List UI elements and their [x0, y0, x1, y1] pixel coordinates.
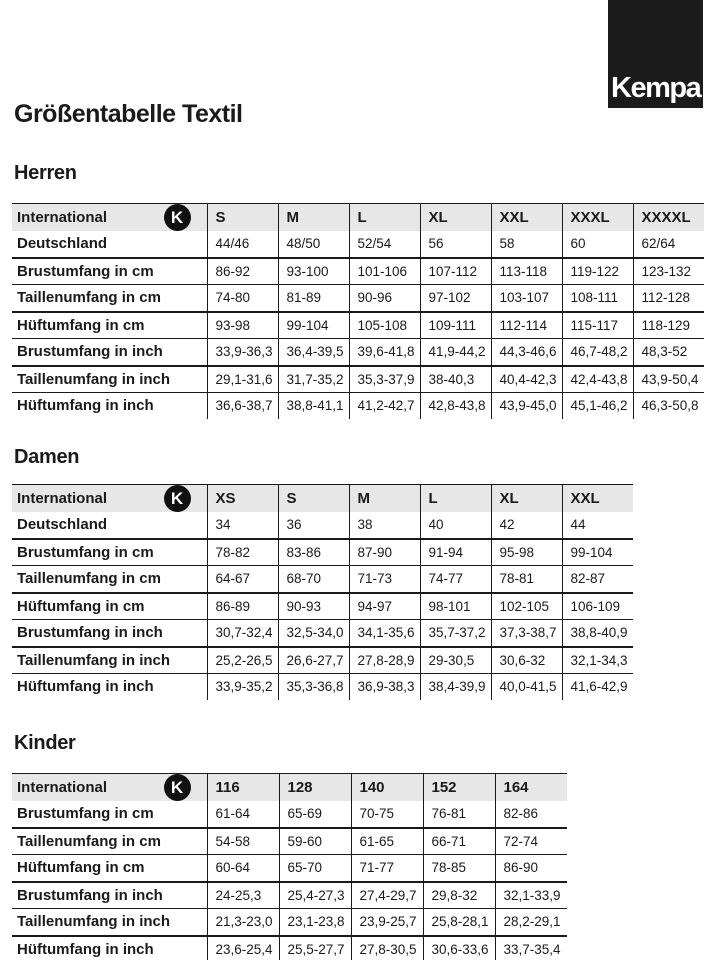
row-label: Deutschland — [17, 235, 108, 253]
table-row — [12, 231, 704, 258]
kempa-k-badge-icon: K — [164, 204, 191, 231]
size-value-cell: 59-60 — [279, 828, 351, 855]
size-value-cell: 27,4-29,7 — [351, 882, 423, 909]
row-label: Taillenumfang in cm — [12, 828, 207, 855]
col-header-size: 164 — [495, 774, 567, 802]
size-value-cell: 29,1-31,6 — [207, 366, 278, 393]
size-value-cell: 112-114 — [491, 312, 562, 339]
size-value-cell: 94-97 — [349, 593, 420, 620]
size-value-cell: 40 — [420, 512, 491, 539]
table-row — [12, 593, 633, 620]
size-value-cell: 58 — [491, 231, 562, 258]
size-value-cell: 74-77 — [420, 566, 491, 593]
size-value-cell: 60 — [562, 231, 633, 258]
size-value-cell: 86-92 — [207, 258, 278, 285]
size-value-cell: 99-104 — [562, 539, 633, 566]
size-value-cell: 30,6-33,6 — [423, 936, 495, 960]
col-header-size: XL — [420, 204, 491, 232]
col-header-size: S — [207, 204, 278, 232]
row-label: Taillenumfang in inch — [12, 647, 207, 674]
size-value-cell: 65-70 — [279, 855, 351, 882]
size-value-cell: 38,4-39,9 — [420, 674, 491, 700]
col-header-size: XS — [207, 485, 278, 513]
size-value-cell: 42,4-43,8 — [562, 366, 633, 393]
size-value-cell: 42 — [491, 512, 562, 539]
table-row — [12, 828, 567, 855]
row-label: Brustumfang in inch — [12, 620, 207, 647]
size-value-cell: 44/46 — [207, 231, 278, 258]
table-row — [12, 566, 633, 593]
size-table-kinder — [12, 773, 567, 960]
row-label: Deutschland — [17, 516, 108, 534]
size-value-cell: 70-75 — [351, 801, 423, 828]
size-value-cell: 45,1-46,2 — [562, 393, 633, 419]
size-value-cell: 123-132 — [633, 258, 704, 285]
size-value-cell: 105-108 — [349, 312, 420, 339]
size-value-cell: 78-85 — [423, 855, 495, 882]
size-value-cell: 90-93 — [278, 593, 349, 620]
international-label: International — [17, 490, 108, 507]
size-value-cell: 90-96 — [349, 285, 420, 312]
table-row — [12, 312, 704, 339]
row-label: Brustumfang in inch — [12, 882, 207, 909]
size-value-cell: 97-102 — [420, 285, 491, 312]
size-value-cell: 52/54 — [349, 231, 420, 258]
size-value-cell: 36 — [278, 512, 349, 539]
size-value-cell: 61-64 — [207, 801, 279, 828]
size-value-cell: 35,7-37,2 — [420, 620, 491, 647]
row-label: Taillenumfang in cm — [12, 285, 207, 312]
size-value-cell: 78-82 — [207, 539, 278, 566]
row-label: Brustumfang in inch — [12, 339, 207, 366]
size-value-cell: 82-86 — [495, 801, 567, 828]
size-value-cell: 86-89 — [207, 593, 278, 620]
size-value-cell: 72-74 — [495, 828, 567, 855]
page-title: Größentabelle Textil — [14, 100, 243, 128]
col-header-size: XXL — [562, 485, 633, 513]
col-header-size: L — [349, 204, 420, 232]
international-label: International — [17, 209, 108, 226]
size-value-cell: 39,6-41,8 — [349, 339, 420, 366]
size-value-cell: 27,8-28,9 — [349, 647, 420, 674]
size-value-cell: 38,8-41,1 — [278, 393, 349, 419]
size-value-cell: 113-118 — [491, 258, 562, 285]
size-value-cell: 46,3-50,8 — [633, 393, 704, 419]
international-label: International — [17, 779, 108, 796]
col-header-international — [12, 774, 207, 802]
size-value-cell: 36,4-39,5 — [278, 339, 349, 366]
size-value-cell: 108-111 — [562, 285, 633, 312]
size-value-cell: 38 — [349, 512, 420, 539]
col-header-international — [12, 204, 207, 232]
size-value-cell: 25,4-27,3 — [279, 882, 351, 909]
row-label: Taillenumfang in cm — [12, 566, 207, 593]
size-value-cell: 106-109 — [562, 593, 633, 620]
size-value-cell: 24-25,3 — [207, 882, 279, 909]
col-header-size: L — [420, 485, 491, 513]
table-row — [12, 285, 704, 312]
kempa-k-badge-icon: K — [164, 774, 191, 801]
size-value-cell: 33,9-36,3 — [207, 339, 278, 366]
col-header-size: 128 — [279, 774, 351, 802]
row-label: Hüftumfang in cm — [12, 312, 207, 339]
size-value-cell: 34,1-35,6 — [349, 620, 420, 647]
size-value-cell: 103-107 — [491, 285, 562, 312]
size-value-cell: 43,9-50,4 — [633, 366, 704, 393]
col-header-size: XXL — [491, 204, 562, 232]
size-table-herren — [12, 203, 704, 419]
row-label: Brustumfang in cm — [12, 258, 207, 285]
size-value-cell: 82-87 — [562, 566, 633, 593]
table-row — [12, 882, 567, 909]
size-value-cell: 30,6-32 — [491, 647, 562, 674]
size-value-cell: 29-30,5 — [420, 647, 491, 674]
row-label: Hüftumfang in cm — [12, 593, 207, 620]
size-value-cell: 36,6-38,7 — [207, 393, 278, 419]
section-heading-herren: Herren — [14, 162, 77, 184]
size-value-cell: 30,7-32,4 — [207, 620, 278, 647]
section-heading-kinder: Kinder — [14, 732, 76, 754]
row-label: Brustumfang in cm — [12, 539, 207, 566]
col-header-size: 152 — [423, 774, 495, 802]
col-header-size: 140 — [351, 774, 423, 802]
size-value-cell: 29,8-32 — [423, 882, 495, 909]
size-value-cell: 68-70 — [278, 566, 349, 593]
size-value-cell: 60-64 — [207, 855, 279, 882]
size-value-cell: 95-98 — [491, 539, 562, 566]
table-row — [12, 539, 633, 566]
table-row — [12, 512, 633, 539]
col-header-size: XXXL — [562, 204, 633, 232]
size-value-cell: 25,2-26,5 — [207, 647, 278, 674]
size-value-cell: 27,8-30,5 — [351, 936, 423, 960]
size-value-cell: 38-40,3 — [420, 366, 491, 393]
size-value-cell: 38,8-40,9 — [562, 620, 633, 647]
size-value-cell: 26,6-27,7 — [278, 647, 349, 674]
size-value-cell: 93-100 — [278, 258, 349, 285]
kempa-logo — [608, 0, 703, 108]
size-value-cell: 32,1-33,9 — [495, 882, 567, 909]
size-value-cell: 66-71 — [423, 828, 495, 855]
size-value-cell: 35,3-37,9 — [349, 366, 420, 393]
col-header-size: M — [349, 485, 420, 513]
col-header-size: M — [278, 204, 349, 232]
size-value-cell: 34 — [207, 512, 278, 539]
row-label: Hüftumfang in inch — [12, 674, 207, 700]
table-row — [12, 393, 704, 419]
table-row — [12, 366, 704, 393]
table-row — [12, 258, 704, 285]
size-value-cell: 56 — [420, 231, 491, 258]
section-heading-damen: Damen — [14, 446, 80, 468]
size-value-cell: 32,1-34,3 — [562, 647, 633, 674]
size-value-cell: 37,3-38,7 — [491, 620, 562, 647]
size-value-cell: 93-98 — [207, 312, 278, 339]
table-row — [12, 647, 633, 674]
row-label: Hüftumfang in inch — [12, 393, 207, 419]
table-row — [12, 909, 567, 936]
table-row — [12, 801, 567, 828]
table-row — [12, 855, 567, 882]
size-value-cell: 33,9-35,2 — [207, 674, 278, 700]
table-header-row — [12, 204, 704, 232]
kempa-logo-text: Kempa — [611, 72, 701, 104]
size-value-cell: 48/50 — [278, 231, 349, 258]
row-label: Hüftumfang in cm — [12, 855, 207, 882]
size-value-cell: 83-86 — [278, 539, 349, 566]
col-header-size: S — [278, 485, 349, 513]
size-value-cell: 21,3-23,0 — [207, 909, 279, 936]
size-value-cell: 36,9-38,3 — [349, 674, 420, 700]
size-value-cell: 109-111 — [420, 312, 491, 339]
row-label: Brustumfang in cm — [17, 805, 154, 823]
size-value-cell: 112-128 — [633, 285, 704, 312]
size-value-cell: 35,3-36,8 — [278, 674, 349, 700]
size-value-cell: 61-65 — [351, 828, 423, 855]
size-value-cell: 62/64 — [633, 231, 704, 258]
size-value-cell: 65-69 — [279, 801, 351, 828]
size-value-cell: 46,7-48,2 — [562, 339, 633, 366]
size-table-damen — [12, 484, 633, 700]
size-value-cell: 118-129 — [633, 312, 704, 339]
size-value-cell: 23,6-25,4 — [207, 936, 279, 960]
kempa-k-badge-icon: K — [164, 485, 191, 512]
size-value-cell: 81-89 — [278, 285, 349, 312]
table-header-row — [12, 774, 567, 802]
size-value-cell: 23,9-25,7 — [351, 909, 423, 936]
size-value-cell: 44 — [562, 512, 633, 539]
col-header-international — [12, 485, 207, 513]
col-header-size: XL — [491, 485, 562, 513]
size-value-cell: 119-122 — [562, 258, 633, 285]
size-value-cell: 32,5-34,0 — [278, 620, 349, 647]
row-label: Taillenumfang in inch — [12, 366, 207, 393]
size-value-cell: 107-112 — [420, 258, 491, 285]
size-value-cell: 98-101 — [420, 593, 491, 620]
size-value-cell: 25,5-27,7 — [279, 936, 351, 960]
size-value-cell: 42,8-43,8 — [420, 393, 491, 419]
size-value-cell: 41,9-44,2 — [420, 339, 491, 366]
size-value-cell: 91-94 — [420, 539, 491, 566]
row-label: Hüftumfang in inch — [12, 936, 207, 960]
size-value-cell: 71-77 — [351, 855, 423, 882]
size-value-cell: 40,0-41,5 — [491, 674, 562, 700]
size-value-cell: 54-58 — [207, 828, 279, 855]
table-header-row — [12, 485, 633, 513]
size-value-cell: 78-81 — [491, 566, 562, 593]
table-row — [12, 339, 704, 366]
col-header-size: XXXXL — [633, 204, 704, 232]
col-header-size: 116 — [207, 774, 279, 802]
size-value-cell: 41,6-42,9 — [562, 674, 633, 700]
size-value-cell: 40,4-42,3 — [491, 366, 562, 393]
size-value-cell: 41,2-42,7 — [349, 393, 420, 419]
size-value-cell: 76-81 — [423, 801, 495, 828]
table-row — [12, 674, 633, 700]
size-value-cell: 99-104 — [278, 312, 349, 339]
size-value-cell: 25,8-28,1 — [423, 909, 495, 936]
size-value-cell: 74-80 — [207, 285, 278, 312]
row-label: Taillenumfang in inch — [12, 909, 207, 936]
table-row — [12, 936, 567, 960]
size-value-cell: 28,2-29,1 — [495, 909, 567, 936]
size-value-cell: 31,7-35,2 — [278, 366, 349, 393]
size-value-cell: 115-117 — [562, 312, 633, 339]
table-row — [12, 620, 633, 647]
size-value-cell: 43,9-45,0 — [491, 393, 562, 419]
size-value-cell: 71-73 — [349, 566, 420, 593]
size-value-cell: 87-90 — [349, 539, 420, 566]
size-value-cell: 101-106 — [349, 258, 420, 285]
size-value-cell: 33,7-35,4 — [495, 936, 567, 960]
size-value-cell: 44,3-46,6 — [491, 339, 562, 366]
size-value-cell: 86-90 — [495, 855, 567, 882]
size-value-cell: 64-67 — [207, 566, 278, 593]
size-value-cell: 48,3-52 — [633, 339, 704, 366]
size-value-cell: 23,1-23,8 — [279, 909, 351, 936]
size-value-cell: 102-105 — [491, 593, 562, 620]
